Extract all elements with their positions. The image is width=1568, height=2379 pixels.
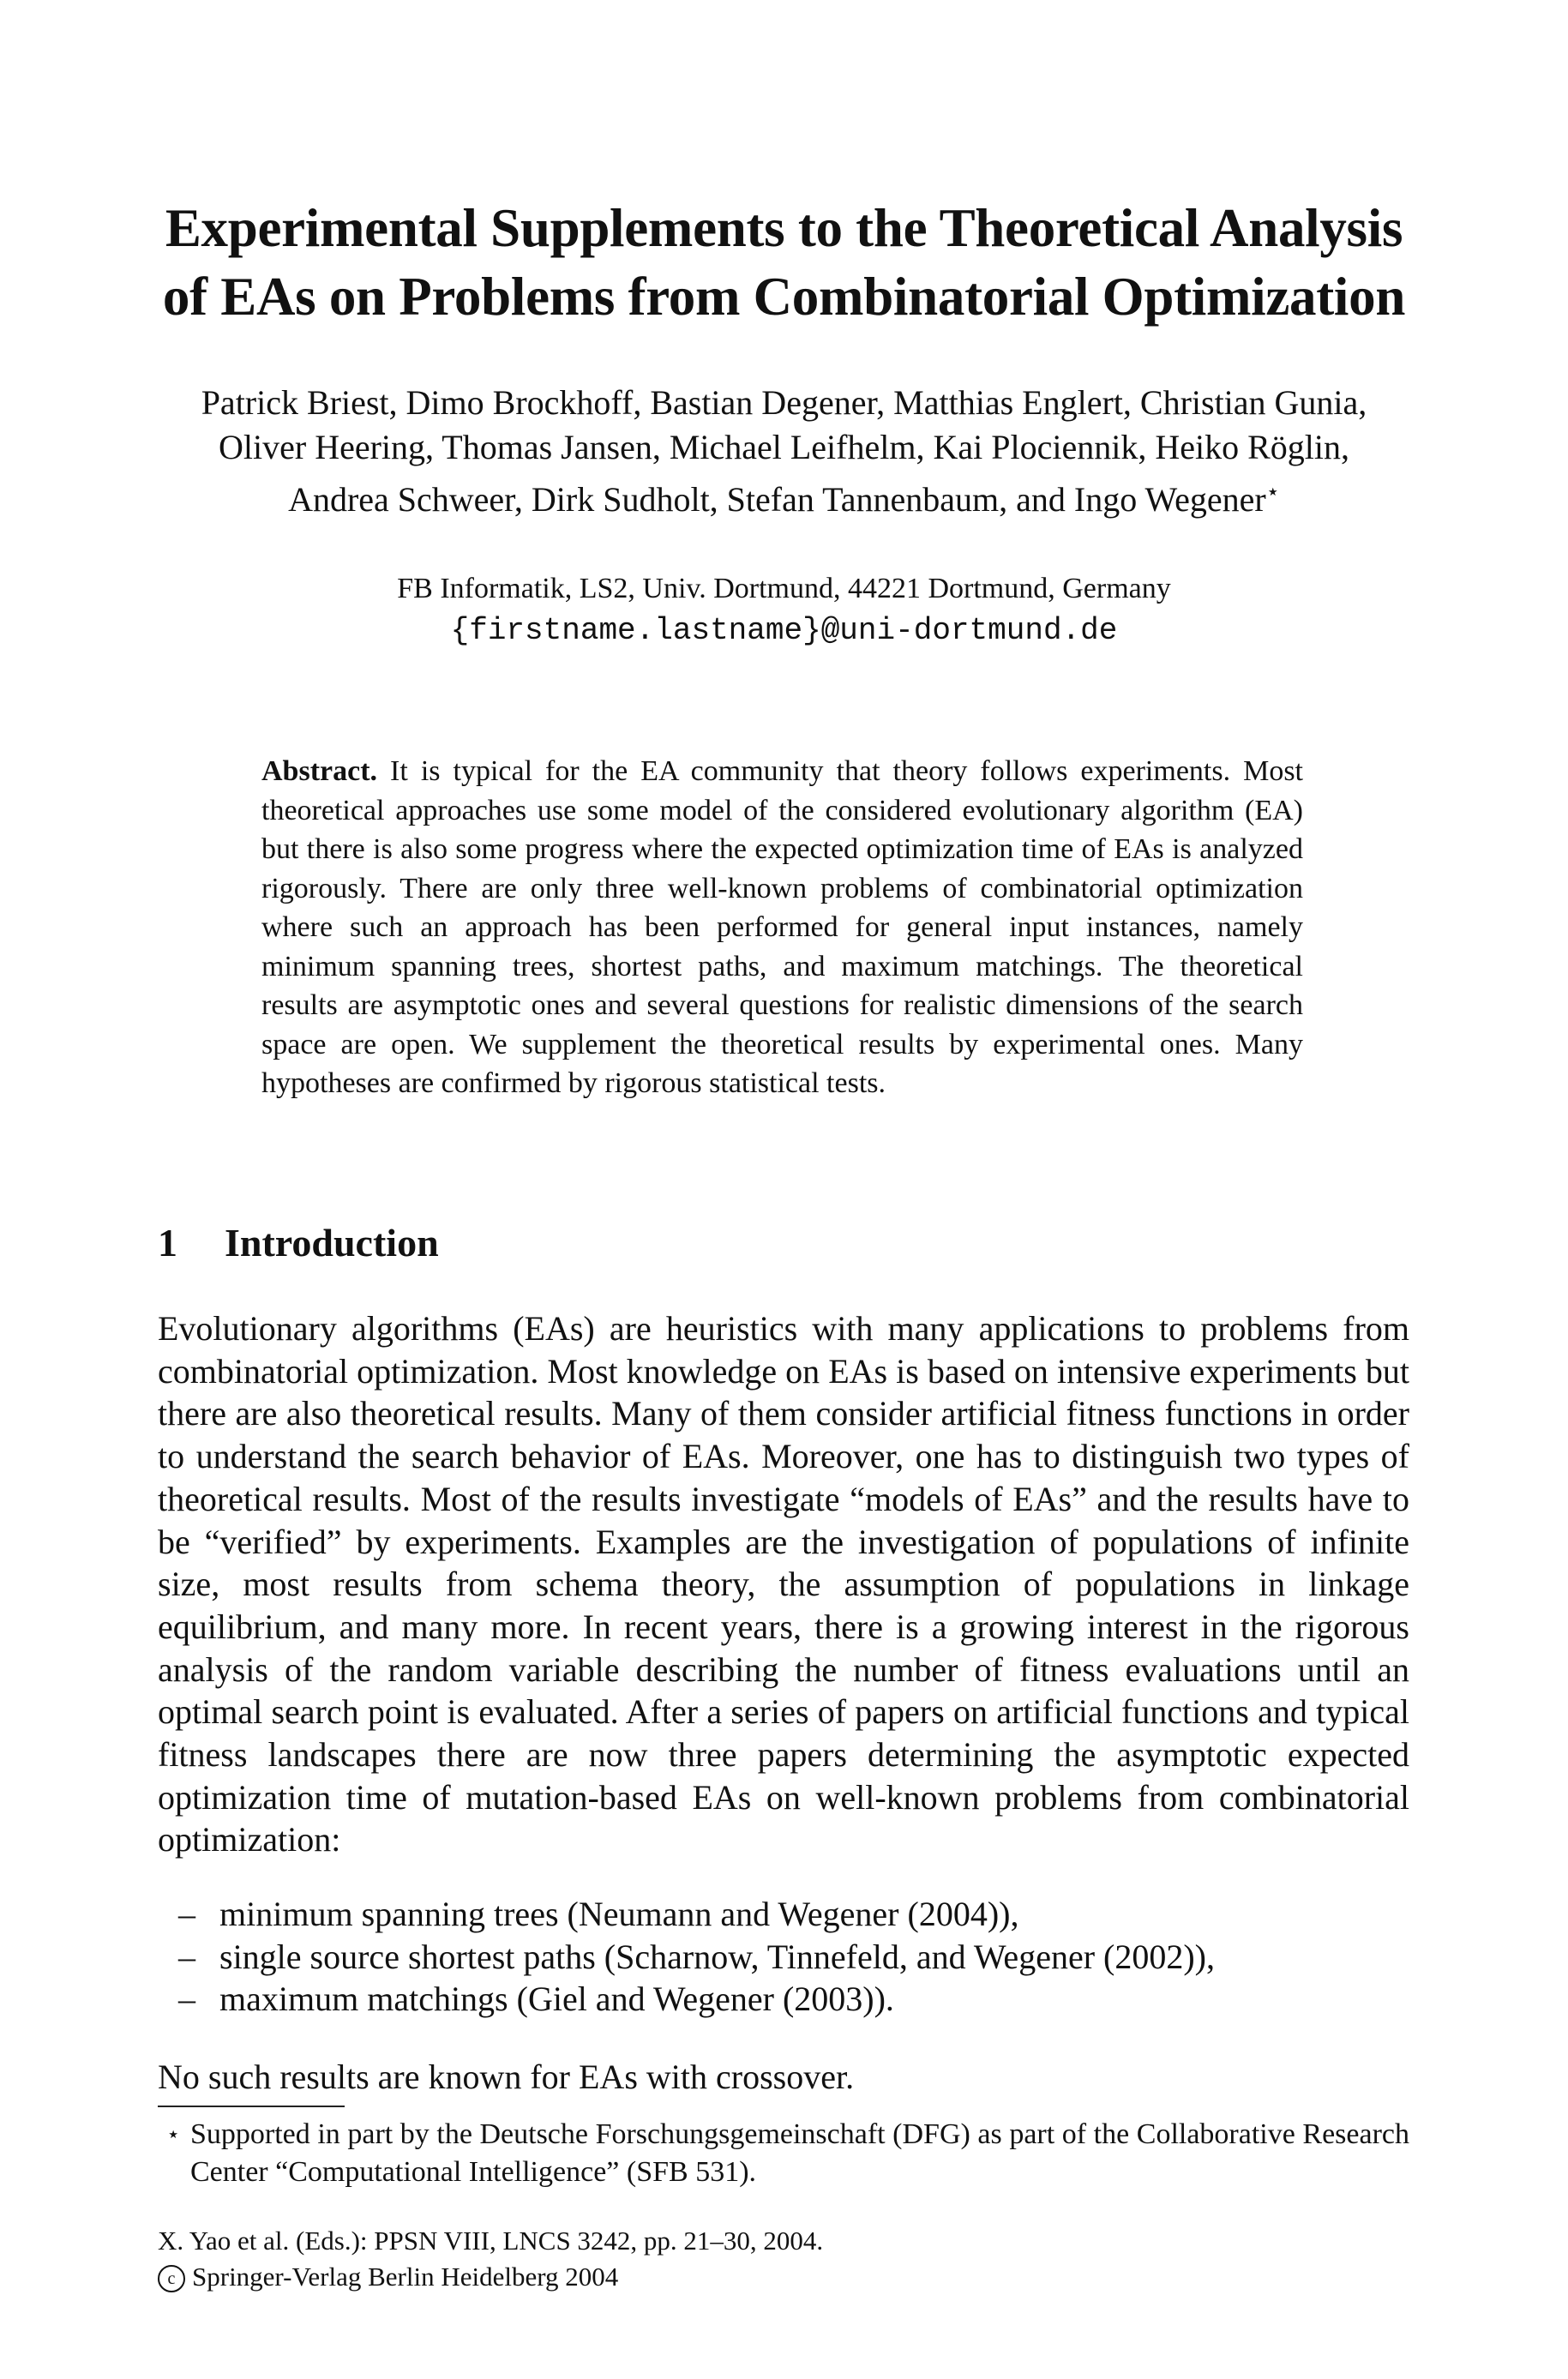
list-item — [158, 1978, 1409, 2021]
closing-sentence: No such results are known for EAs with crossover. — [158, 2058, 855, 2096]
citation-line: X. Yao et al. (Eds.): PPSN VIII, LNCS 3242, pp. 21–30, 2004. — [158, 2226, 824, 2256]
bullet-marker: – — [178, 1937, 195, 1976]
author-list — [129, 381, 1439, 522]
list-item — [158, 1936, 1409, 1979]
footnote — [158, 2116, 1409, 2191]
email-address: {firstname.lastname}@uni-dortmund.de — [450, 613, 1118, 648]
bullet-marker: – — [178, 1895, 195, 1933]
list-item-text: single source shortest paths (Scharnow, Tinnefeld, and Wegener (2002)), — [219, 1937, 1215, 1976]
copyright-text: Springer-Verlag Berlin Heidelberg 2004 — [192, 2262, 619, 2292]
author-line: Patrick Briest, Dimo Brockhoff, Bastian Degener, Matthias Englert, Christian Gunia, — [201, 383, 1367, 422]
list-item-text: minimum spanning trees (Neumann and Wegener (2004)), — [219, 1895, 1019, 1933]
abstract — [261, 752, 1303, 1103]
author-line: Oliver Heering, Thomas Jansen, Michael Leifhelm, Kai Plociennik, Heiko Röglin, — [219, 428, 1349, 466]
publication-citation — [158, 2223, 823, 2295]
footnote-mark: ⋆ — [166, 2122, 181, 2147]
section-number: 1 — [158, 1221, 177, 1265]
author-footnote-mark: ⋆ — [1265, 479, 1280, 504]
affiliation: FB Informatik, LS2, Univ. Dortmund, 44221 Dortmund, Germany — [397, 573, 1171, 604]
list-item — [158, 1893, 1409, 1936]
author-line-text: Andrea Schweer, Dirk Sudholt, Stefan Tannenbaum, and Ingo Wegener — [288, 480, 1266, 519]
abstract-text: It is typical for the EA community that theory follows experiments. Most theoretical approaches use some model of the considered evolutionary algorithm (EA) but there is also some progress where the expected optimization time of EAs is analyzed rigorously. There are only three well-known problems of combinatorial optimization where such an approach has been performed for general input instances, namely minimum spanning trees, shortest paths, and maximum matchings. The theoretical results are asymptotic ones and several questions for realistic dimensions of the search space are open. We supplement the theoretical results by experimental ones. Many hypotheses are confirmed by rigorous statistical tests. — [261, 755, 1304, 1099]
bullet-marker: – — [178, 1979, 195, 2018]
footnote-divider — [158, 2106, 345, 2107]
paper-title — [129, 194, 1439, 331]
problem-list — [158, 1893, 1409, 2021]
title-line: of EAs on Problems from Combinatorial Optimization — [162, 267, 1406, 327]
author-line — [129, 470, 1439, 522]
copyright-line — [158, 2259, 823, 2295]
section-title: Introduction — [225, 1221, 439, 1265]
list-item-text: maximum matchings (Giel and Wegener (2003)). — [219, 1979, 894, 2018]
footnote-text: Supported in part by the Deutsche Forschungsgemeinschaft (DFG) as part of the Collaborative Research Center “Computational Intelligence” (SFB 531). — [190, 2118, 1409, 2188]
section-heading — [158, 1217, 439, 1269]
abstract-label: Abstract. — [261, 755, 378, 787]
intro-paragraph: Evolutionary algorithms (EAs) are heuristics with many applications to problems from combinatorial optimization. Most knowledge on EAs is based on intensive experiments but there are also theoretical results. Many of them consider artificial fitness functions in order to understand the search behavior of EAs. Moreover, one has to distinguish two types of theoretical results. Most of the results investigate “models of EAs” and the results have to be “verified” by experiments. Examples are the investigation of populations of infinite size, most results from schema theory, the assumption of populations in linkage equilibrium, and many more. In recent years, there is a growing interest in the rigorous analysis of the random variable describing the number of fitness evaluations until an optimal search point is evaluated. After a series of papers on artificial functions and typical fitness landscapes there are now three papers determining the asymptotic expected optimization time of mutation-based EAs on well-known problems from combinatorial optimization: — [158, 1309, 1409, 1859]
title-line: Experimental Supplements to the Theoretical Analysis — [165, 198, 1403, 258]
copyright-icon: c — [158, 2265, 185, 2292]
